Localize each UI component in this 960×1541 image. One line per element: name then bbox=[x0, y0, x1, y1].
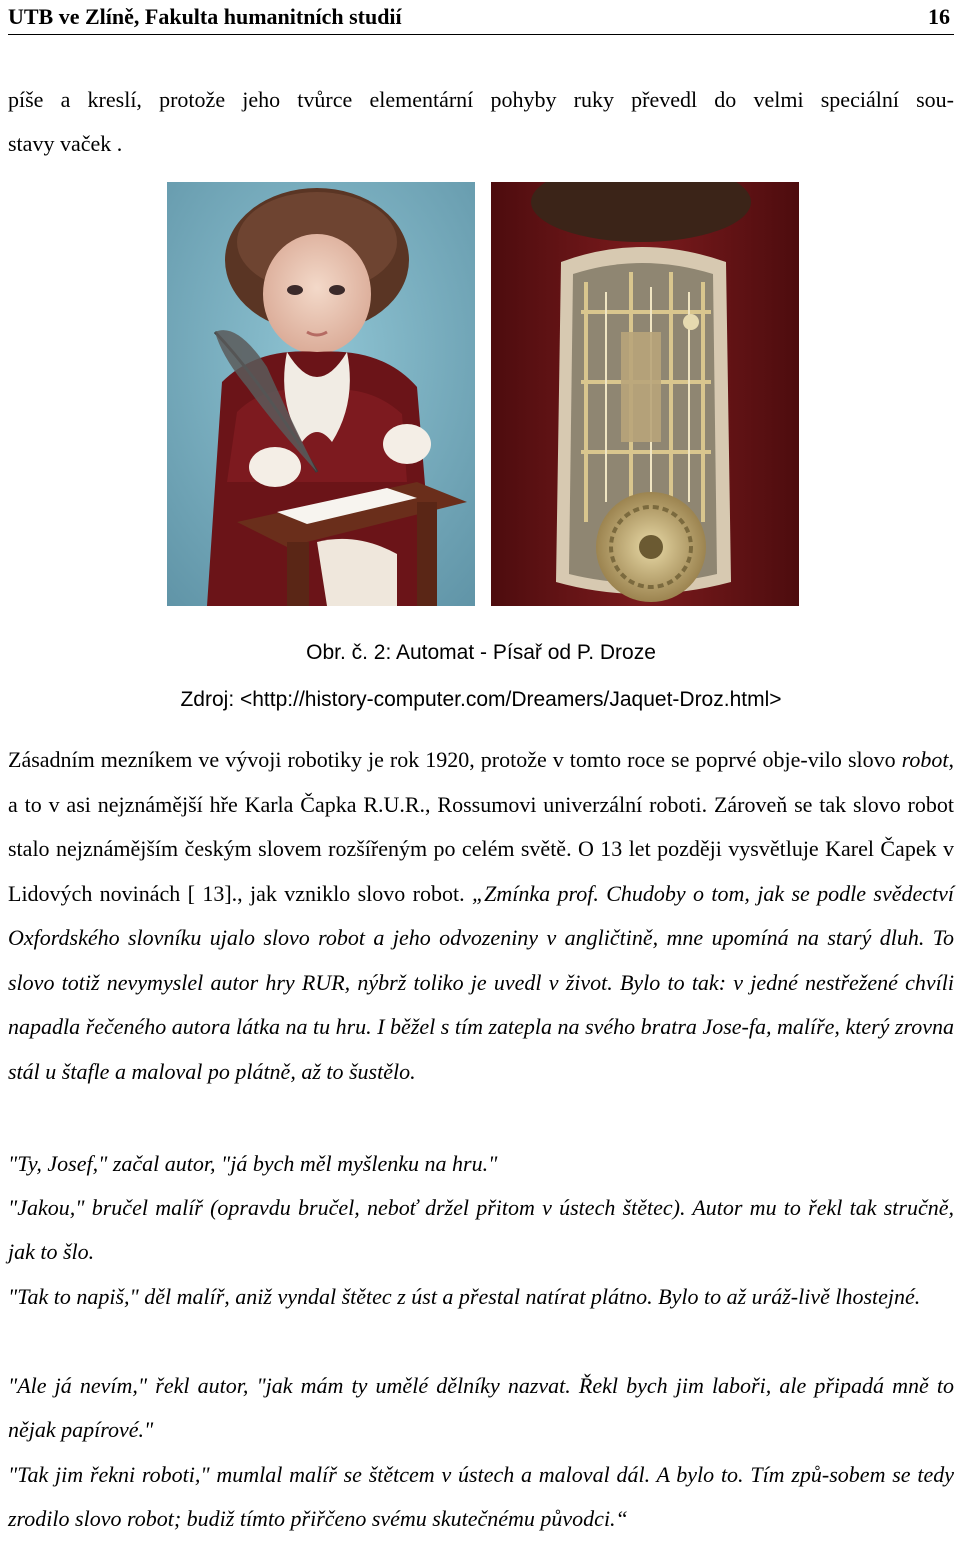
p1-text-b: , a to v asi nejznámější hře Karla Čapka R.U.R., Rossumovi univerzální roboti. Zároveň se tak slovo robot stalo nejznámějším českým slovem rozšířeným po celém světě. O 13 let později vysvětluje Karel Čapek v Lidových novinách [ 13]., jak vzniklo slovo robot. bbox=[8, 747, 954, 906]
quote-line-4: "Ale já nevím," řekl autor, "jak mám ty umělé dělníky nazvat. Řekl bych jim laboři, ale připadá mně to nějak papírové." bbox=[8, 1373, 954, 1442]
p1-robot-word: robot bbox=[901, 747, 949, 772]
page-header bbox=[8, 0, 954, 35]
intro-paragraph bbox=[8, 78, 954, 166]
quote-line-5: "Tak jim řekni roboti," mumlal malíř se štětcem v ústech a maloval dál. A bylo to. Tím způ-sobem se tedy zrodilo slovo robot; budiž tímto přiřčeno svému skutečnému původci.“ bbox=[8, 1462, 954, 1531]
p1-quote-start: „Zmínka prof. Chudoby o tom, jak se podle svědectví Oxfordského slovníku ujalo slovo robot a jeho odvozeniny v angličtině, mne upomíná na starý dluh. To slovo totiž nevymyslel autor hry RUR, nýbrž toliko je uvedl v život. Bylo to tak: v jedné nestřežené chvíli napadla řečeného autora látka na tu hru. I běžel s tím zatepla na svého bratra Jose-fa, malíře, který zrovna stál u štafle a maloval po plátně, až to šustělo. bbox=[8, 880, 954, 1084]
page-number: 16 bbox=[928, 4, 950, 29]
p1-text-a: Zásadním mezníkem ve vývoji robotiky je rok 1920, protože v tomto roce se poprvé obje-vilo slovo bbox=[8, 747, 902, 772]
header-title: UTB ve Zlíně, Fakulta humanitních studií bbox=[8, 4, 402, 29]
writer-automaton-illustration bbox=[167, 182, 475, 606]
figure-caption: Obr. č. 2: Automat - Písař od P. Droze bbox=[306, 641, 656, 664]
quote-line-3: "Tak to napiš," děl malíř, aniž vyndal štětec z úst a přestal natírat plátno. Bylo to až uráž-livě lhostejné. bbox=[8, 1284, 921, 1309]
photo-automaton-mechanism bbox=[491, 182, 799, 606]
photo-writer-automaton bbox=[167, 182, 475, 606]
quote-line-1: "Ty, Josef," začal autor, "já bych měl myšlenku na hru." bbox=[8, 1151, 498, 1176]
intro-line-2: stavy vaček . bbox=[8, 131, 123, 156]
intro-line-1: píše a kreslí, protože jeho tvůrce elementární pohyby ruky převedl do velmi speciální sou- bbox=[8, 87, 954, 112]
body-paragraph-1 bbox=[8, 738, 954, 1094]
figure-source: Zdroj: <http://history-computer.com/Dreamers/Jaquet-Droz.html> bbox=[180, 688, 782, 711]
mechanism-illustration bbox=[491, 182, 799, 606]
quote-line-2: "Jakou," bručel malíř (opravdu bručel, neboť držel přitom v ústech štětec). Autor mu to řekl tak stručně, jak to šlo. bbox=[8, 1195, 954, 1264]
